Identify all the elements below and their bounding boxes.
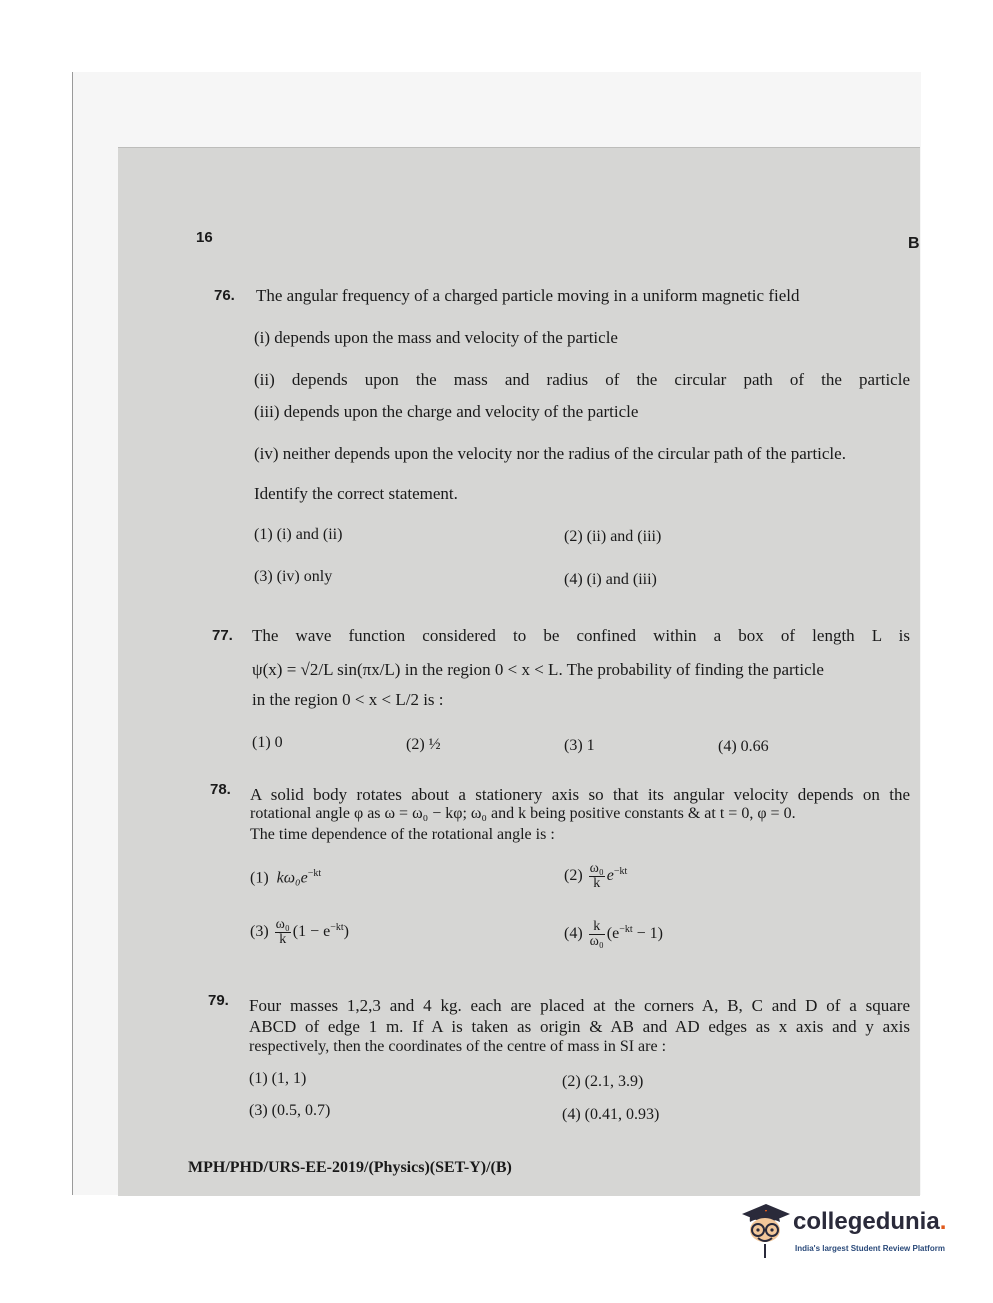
option-1: (1) (i) and (ii) (254, 526, 343, 543)
option-3: (3) 1 (564, 737, 595, 754)
question-number: 76. (214, 287, 235, 304)
footer-code: MPH/PHD/URS-EE-2019/(Physics)(SET-Y)/(B) (188, 1159, 512, 1176)
option-4: (4) 0.66 (718, 738, 769, 755)
question-stem: Four masses 1,2,3 and 4 kg. each are placed at the corners A, B, C and D of a square (249, 996, 910, 1015)
question-stem: ψ(x) = √2/L sin(πx/L) in the region 0 < x < L. The probability of finding the particle (252, 660, 824, 679)
option-1: (1) (1, 1) (249, 1070, 307, 1087)
option-3: (3) (0.5, 0.7) (249, 1102, 331, 1119)
question-number: 79. (208, 992, 229, 1009)
question-stem: The time dependence of the rotational angle is : (250, 826, 555, 843)
statement: (iii) depends upon the charge and velocity of the particle (254, 402, 639, 421)
option-4: (4) (0.41, 0.93) (562, 1106, 660, 1123)
question-stem: A solid body rotates about a stationery axis so that its angular velocity depends on the (250, 785, 910, 804)
option-1: (1) $k\omega_0e^{-kt}$ (250, 868, 322, 887)
option-3: (3) (iv) only (254, 568, 333, 585)
option-1: (1) 0 (252, 734, 283, 751)
statement: (iv) neither depends upon the velocity nor the radius of the circular path of the particle. (254, 444, 846, 463)
option-3: (3) $\frac{\text{ω₀}}{k}$ $(1 - e^{-kt})$ (250, 917, 349, 947)
option-2: (2) ½ (406, 736, 441, 753)
question-stem: rotational angle φ as ω = ω₀ − kφ; ω₀ and k being positive constants & at t = 0, φ = 0. (250, 805, 796, 822)
graduate-mascot-icon (738, 1200, 792, 1262)
brand-tagline: India's largest Student Review Platform (795, 1244, 945, 1253)
question-stem: ABCD of edge 1 m. If A is taken as origin & AB and AD edges as x axis and y axis (249, 1017, 910, 1036)
option-2: (2) (ii) and (iii) (564, 528, 662, 545)
option-2: (2) $\frac{\text{ω₀}}{k}$ $e^{-kt}$ (564, 861, 628, 891)
option-4: (4) $\frac{k}{\text{ω₀}}$ $(e^{-kt} - 1)$ (564, 919, 663, 949)
fraction: $\frac{\text{ω₀}}{k}$ (275, 917, 290, 947)
question-number: 78. (210, 781, 231, 798)
fraction: $\frac{k}{\text{ω₀}}$ (589, 919, 604, 949)
question-number: 77. (212, 627, 233, 644)
question-stem: in the region 0 < x < L/2 is : (252, 690, 444, 709)
question-prompt: Identify the correct statement. (254, 484, 458, 503)
option-2: (2) (2.1, 3.9) (562, 1073, 644, 1090)
statement: (i) depends upon the mass and velocity of the particle (254, 328, 618, 347)
option-4: (4) (i) and (iii) (564, 571, 657, 588)
question-stem: The angular frequency of a charged particle moving in a uniform magnetic field (256, 286, 800, 305)
fraction: $\frac{\text{ω₀}}{k}$ (589, 861, 604, 891)
brand-name: collegedunia. (793, 1208, 947, 1235)
question-stem: The wave function considered to be confined within a box of length L is (252, 626, 910, 645)
statement: (ii) depends upon the mass and radius of the circular path of the particle (254, 370, 910, 389)
page-number: 16 (196, 229, 213, 246)
question-stem: respectively, then the coordinates of the centre of mass in SI are : (249, 1038, 667, 1055)
set-code: B (908, 235, 920, 252)
